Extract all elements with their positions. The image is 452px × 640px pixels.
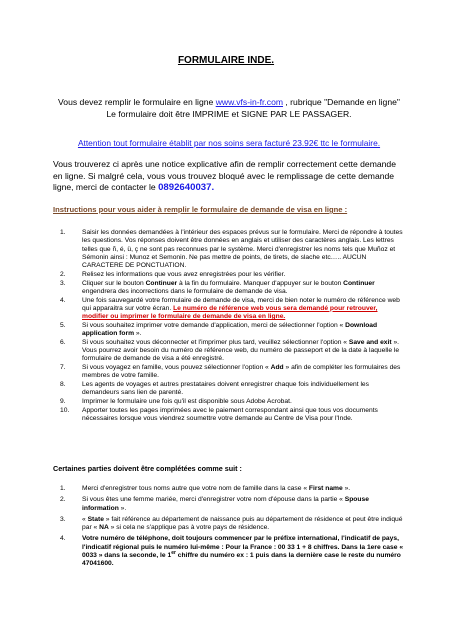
item-number: 2. <box>60 270 66 278</box>
list-item <box>60 229 405 270</box>
item-text: Une fois sauvegardé votre formulaire de demande de visa, merci de bien noter le numéro de référence web qui apparaitra sur votre écran. <box>82 296 400 312</box>
list-item <box>60 322 405 339</box>
intro-text: Vous devez remplir le formulaire en ligne <box>58 97 216 107</box>
list-item <box>60 339 405 364</box>
list-item <box>60 381 405 398</box>
item-bold: NA <box>99 524 109 531</box>
item-text: ». <box>134 330 142 337</box>
item-number: 1. <box>60 229 66 236</box>
item-number: 2. <box>60 496 66 504</box>
item-number: 3. <box>60 515 66 523</box>
item-text: « <box>82 515 88 523</box>
section2-heading: Certaines parties doivent être complétées comme suit : <box>53 464 242 473</box>
list-item <box>60 297 405 322</box>
item-text: Relisez les informations que vous avez enregistrées pour les vérifier. <box>82 270 286 278</box>
item-text: Si vous souhaitez vous déconnecter et l'imprimer plus tard, veuillez sélectionner l'option « <box>82 338 349 346</box>
item-text: Apporter toutes les pages imprimées avec le paiement correspondant ainsi que tous vos documents nécessaires lorsque vous viendrez soumettre votre demande au Centre de Visa pour l'Inde. <box>82 406 378 422</box>
notice-paragraph <box>53 159 405 194</box>
item-text: ». <box>342 485 351 492</box>
item-superscript: er <box>171 549 176 556</box>
item-number: 3. <box>60 279 66 287</box>
item-text: ». <box>118 504 127 512</box>
item-number: 7. <box>60 364 66 371</box>
item-text: Cliquer sur le bouton <box>82 279 146 287</box>
item-bold: State <box>87 515 104 523</box>
list-item <box>60 535 405 568</box>
phone-number: 0892640037. <box>158 182 215 193</box>
item-text: » si cela ne s'applique pas à votre pays de résidence. <box>108 524 270 531</box>
vfs-link[interactable]: www.vfs-in-fr.com <box>215 97 284 107</box>
item-text: Imprimer le formulaire une fois qu'il est disponible sous Adobe Acrobat. <box>82 398 292 405</box>
page-title: FORMULAIRE INDE. <box>177 55 275 66</box>
item-text: » fait référence au département de naissance puis au département de résidence et peut être indiqué par « <box>82 515 403 531</box>
intro-paragraph <box>53 97 405 120</box>
item-bold: Votre numéro de téléphone, doit toujours commencer par le préfixe international, l'indicatif de pays, l'indicatif régional puis le numéro lui-même : Pour la France : 00 33 1 + 8 chiffres. Dans la 1ere case « 0033 » dans la seconde, le 1 <box>82 535 404 559</box>
item-text: Les agents de voyages et autres prestataires doivent enregistrer chaque fois individuellement les demandeurs sans lien de parenté. <box>82 381 369 397</box>
instructions-heading: Instructions pour vous aider à remplir le formulaire de demande de visa en ligne : <box>53 205 348 214</box>
section2-list <box>60 485 405 571</box>
item-number: 6. <box>60 338 66 346</box>
list-item <box>60 271 405 279</box>
item-number: 4. <box>60 296 66 304</box>
attention-notice[interactable]: Attention tout formulaire établit par nos soins sera facturé 23.92€ ttc le formulaire. <box>77 138 381 148</box>
list-item <box>60 407 405 424</box>
item-number: 9. <box>60 398 66 405</box>
item-number: 5. <box>60 321 66 329</box>
item-bold: Continuer <box>343 279 375 287</box>
list-item <box>60 364 405 381</box>
item-text: Saisir les données demandées à l'intérieur des espaces prévus sur le formulaire. Merci de répondre à toutes les questions. Vos réponses doivent être données en anglais et utiliser des caractères anglais. Les lettres telles que ñ, é, ü, ç ne sont pas reconnues par le système. Merci d'enregistrer les noms tels que Muñoz et Sémonin ainsi : Munoz et Semonin. Ne pas mettre de points, de tirets, de slache etc….. AUCUN CARACTERE DE PONCTUATION. <box>82 229 403 269</box>
item-number: 4. <box>60 535 66 543</box>
list-item <box>60 485 405 493</box>
item-number: 8. <box>60 381 66 388</box>
item-bold: Save and exit <box>348 338 392 346</box>
item-number: 10. <box>60 406 70 414</box>
item-bold: Spouse information <box>82 496 369 512</box>
item-bold: Continuer <box>145 279 178 287</box>
item-text: » afin de compléter les formulaires des membres de votre famille. <box>82 364 401 380</box>
list-item <box>60 398 405 406</box>
item-text: Si vous voyagez en famille, vous pouvez sélectionner l'option « <box>82 364 271 371</box>
list-item <box>60 516 405 533</box>
item-text: Si vous souhaitez imprimer votre demande d'application, merci de sélectionner l'option « <box>82 321 346 329</box>
item-number: 1. <box>60 485 66 492</box>
item-text: Merci d'enregistrer tous noms autre que votre nom de famille dans la case « <box>82 485 309 492</box>
list-item <box>60 280 405 297</box>
item-bold: chiffre du numéro ex : 1 puis dans la dernière case le reste du numéro 47041600. <box>82 551 401 567</box>
item-text: ». Vous pourrez avoir besoin du numéro de référence web, du numéro de passeport et de la date à laquelle le formulaire de demande de visa a été enregistré. <box>82 338 400 363</box>
instructions-list <box>60 229 405 424</box>
list-item <box>60 496 405 513</box>
item-text: engendrera des incorrections dans le formulaire de demande de visa. <box>82 287 288 295</box>
intro-text-2: , rubrique "Demande en ligne" Le formulaire doit être IMPRIME et SIGNE PAR LE PASSAGER. <box>106 97 400 119</box>
item-text: à la fin du formulaire. Manquer d'appuyer sur le bouton <box>177 279 344 287</box>
item-text: Si vous êtes une femme mariée, merci d'enregistrer votre nom d'épouse dans la partie « <box>82 496 345 504</box>
item-bold: First name <box>308 485 343 492</box>
item-bold: Download application form <box>82 321 378 337</box>
item-warning: Le numéro de référence web vous sera demandé pour retrouver, modifier ou imprimer le formulaire de demande de visa en ligne. <box>82 304 378 320</box>
item-bold: Add <box>270 364 284 371</box>
notice-text: Vous trouverez ci après une notice explicative afin de remplir correctement cette demande en ligne. Si malgré cela, vous vous trouvez bloqué avec le remplissage de cette demande ligne, merci de contacter le <box>53 159 396 192</box>
